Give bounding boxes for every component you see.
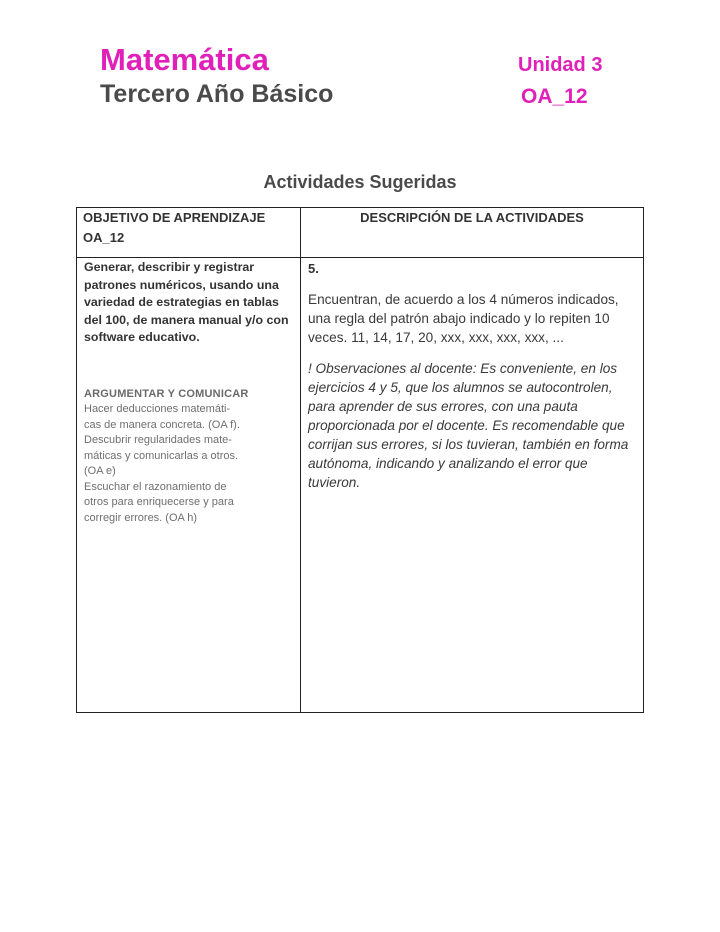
table-row xyxy=(77,258,644,713)
skills-title: ARGUMENTAR Y COMUNICAR xyxy=(84,387,249,400)
description-header-label: DESCRIPCIÓN DE LA ACTIVIDADES xyxy=(360,210,584,225)
activity-number: 5. xyxy=(308,261,319,276)
activity-description: Encuentran, de acuerdo a los 4 números indicados, una regla del patrón abajo indicado y lo repiten 10 veces. 11, 14, 17, 20, xxx, xxx, xxx, xxx, ... xyxy=(308,292,619,345)
objective-cell xyxy=(77,258,301,713)
objective-code-label: OA_12 xyxy=(521,85,588,108)
skills-line: Descubrir regularidades mate- xyxy=(84,434,232,446)
skills-line: máticas y comunicarlas a otros. xyxy=(84,449,239,462)
activity-cell xyxy=(301,258,644,713)
skills-line: cas de manera concreta. (OA f). xyxy=(84,418,240,431)
description-header-cell xyxy=(301,208,644,258)
table-header-row xyxy=(77,208,644,258)
skills-line: Hacer deducciones matemáti- xyxy=(84,403,231,415)
subject-title: Matemática xyxy=(100,42,269,77)
activities-table xyxy=(76,207,644,713)
skills-line: (OA e) xyxy=(84,465,116,477)
teacher-observations: ! Observaciones al docente: Es conveniente, en los ejercicios 4 y 5, que los alumnos se autocontrolen, para aprender de sus errores, con una pauta proporcionada por el docente. Es recomendable que corrijan sus errores, si los tuvieran, también en forma autónoma, indicando y analizando el error que tuvieron. xyxy=(308,361,629,490)
objective-header-label: OBJETIVO DE APRENDIZAJE xyxy=(83,210,266,225)
objective-header-cell xyxy=(77,208,301,258)
objective-text: Generar, describir y registrar patrones numéricos, usando una variedad de estrategias en tablas del 100, de manera manual y/o con software educativo. xyxy=(84,260,289,344)
grade-title: Tercero Año Básico xyxy=(100,80,334,108)
skills-block xyxy=(84,387,293,527)
objective-header-code: OA_12 xyxy=(83,230,125,245)
section-title: Actividades Sugeridas xyxy=(263,172,457,192)
skills-line: otros para enriquecerse y para xyxy=(84,496,234,508)
unit-label: Unidad 3 xyxy=(518,54,603,76)
skills-line: Escuchar el razonamiento de xyxy=(84,480,227,493)
skills-line: corregir errores. (OA h) xyxy=(84,511,198,524)
